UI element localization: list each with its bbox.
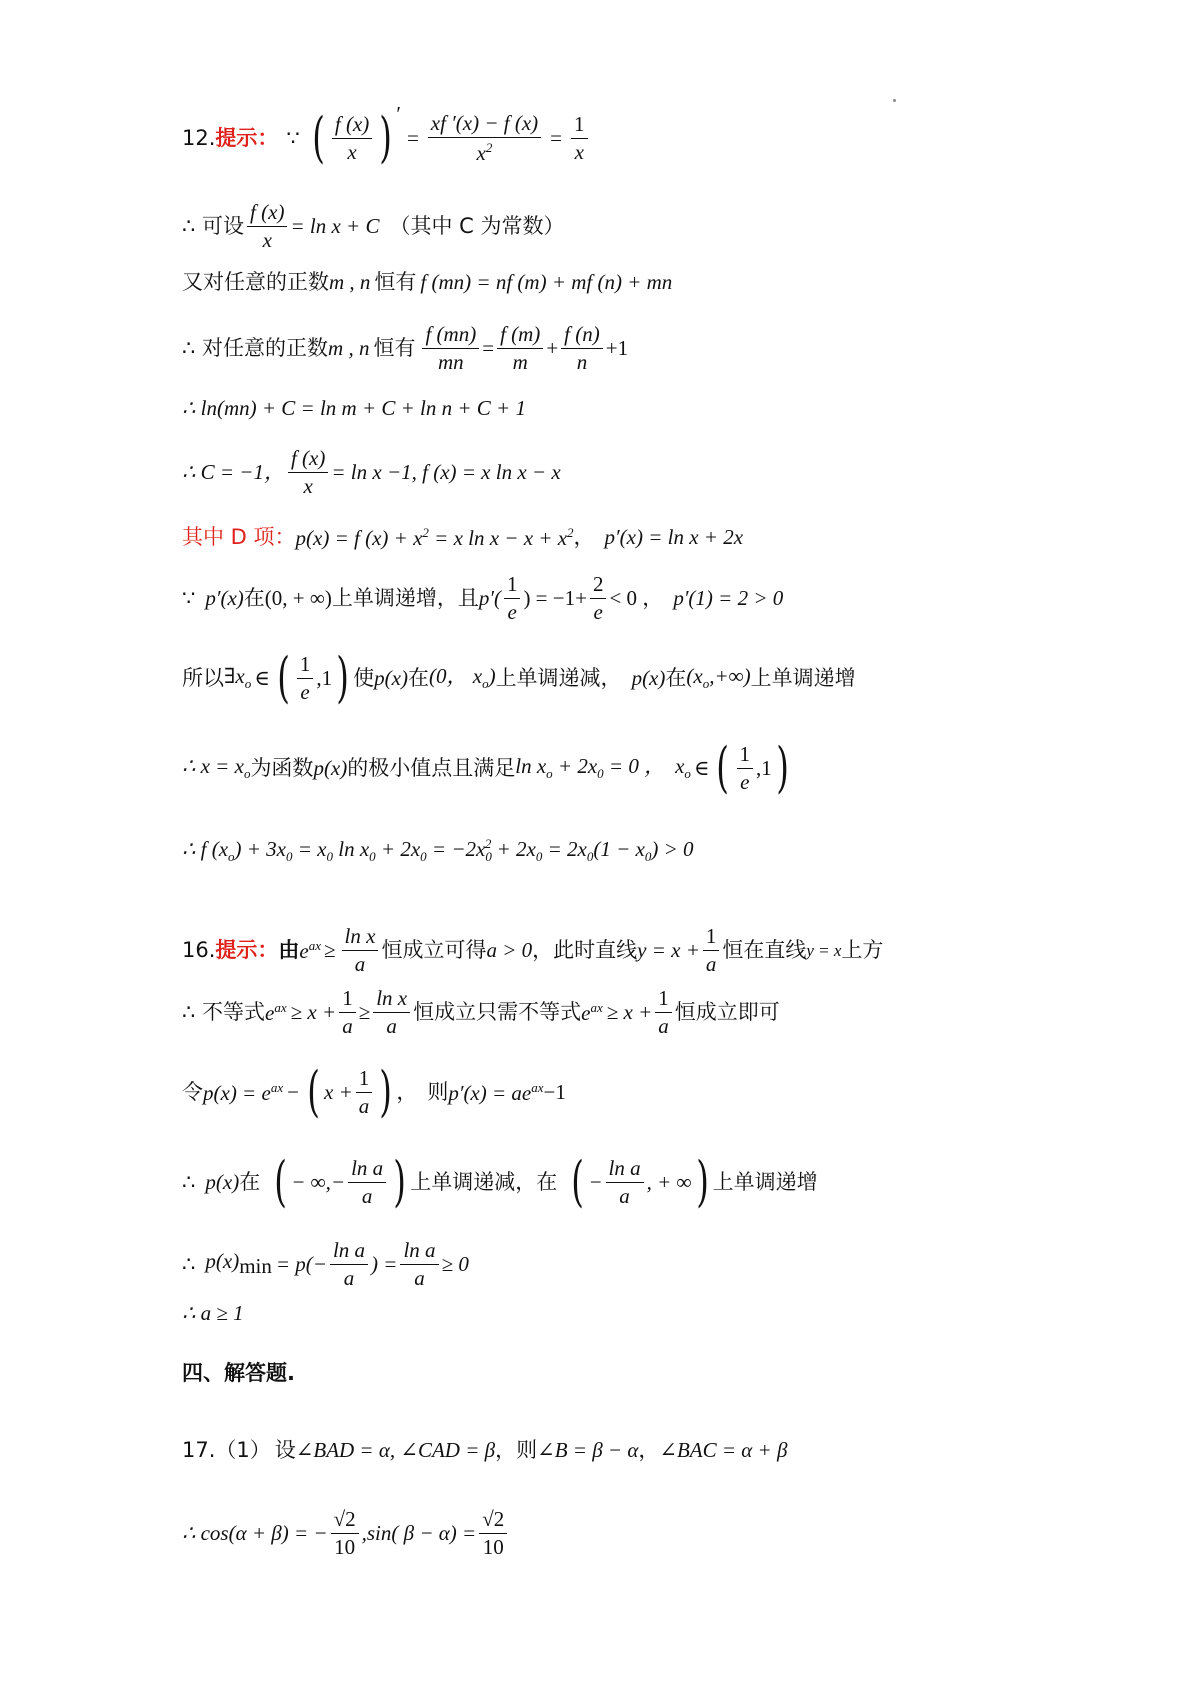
p17-number: 17.（1） xyxy=(182,1437,271,1462)
p12-line4: ∴ 对任意的正数 m , n 恒有 $\frac{f (mn)}{mn}$ = $\frac{f (m)}{m}$ + $\frac{f (n)}{n}$ +1 xyxy=(182,321,629,374)
p16-line2: ∴ 不等式 $e^{ax}$ ≥ x + $\frac{1}{a}$ ≥ $\frac{\text{ln x}}{a}$ 恒成立只需不等式 $e^{ax}$ ≥ x + $\frac{1}{a}$ 恒成立即可 xyxy=(182,985,780,1038)
p12-line9: 所以 $\exists x_o$ ∈ ( $\frac{1}{e}$ ,1 ) 使 p(x) 在 (0， $x_o$) 上单调递减， p(x) 在 $(x_o,+\infty)$ 上单调递增 xyxy=(182,646,856,709)
p12-line2: ∴ 可设 $\frac{f (x)}{x}$ = ln x + C （其中 C 为常数） xyxy=(182,199,565,252)
p16-number: 16. xyxy=(182,937,216,962)
p12-line1: 12. 提示： ∵ ( $\frac{f (x)}{x}$ ) ′ = $\frac{xf '(x) - f (x)}{x^2}$ = $\frac{1}{x}$ xyxy=(182,108,1160,168)
section-title: 四、解答题. xyxy=(182,1360,295,1385)
stray-dot xyxy=(893,99,896,102)
p16-line6: ∴ a ≥ 1 xyxy=(182,1300,244,1325)
p12-line6: ∴ C = −1， $\frac{f (x)}{x}$ = ln x −1, f (x) = x ln x − x xyxy=(182,445,561,498)
p17-line2: ∴ cos(α + β) = − $\frac{√2}{10}$ ,sin( β − α) = $\frac{√2}{10}$ xyxy=(182,1498,1160,1568)
p16-line3: 令 $p(x) = e^{ax}$ − ( x + $\frac{1}{a}$ ) ， 则 $p'(x) = ae^{ax}$ −1 xyxy=(182,1060,566,1123)
p12-hint-label: 提示： xyxy=(215,125,279,150)
p12-line3: 又对任意的正数 m , n 恒有 f (mn) = nf (m) + mf (n) + mn xyxy=(182,269,673,294)
p12-line7: 其中 D 项： p(x) = f $(x) + x^2 = x$ $\ln x - x + x^2$ ， p′(x) = ln x + 2x xyxy=(182,524,744,550)
p16-line4: ∴ p(x) 在 ( − ∞,− $\frac{\text{ln a}}{a}$ ) 上单调递减，在 ( − $\frac{\text{ln a}}{a}$ , + ∞ ) 上单调递增 xyxy=(182,1150,818,1213)
p17-line1: 17.（1） 设 ∠BAD = α, ∠CAD = β ，则 ∠B = β − α ， ∠BAC = α + β xyxy=(182,1437,788,1462)
p12-line5: ∴ ln(mn) + C = ln m + C + ln n + C + 1 xyxy=(182,395,526,420)
p12-line8: ∵ p′(x) 在 (0, + ∞) 上单调递增，且 p′( $\frac{1}{e}$ ) = −1+ $\frac{2}{e}$ < 0 ， p′(1) = 2 > 0 xyxy=(182,571,784,624)
p12-line10: ∴ $x = x_o$ 为函数 p(x) 的极小值点且满足 $\ln x_o + 2x_0 = 0$ ， $x_o$ ∈ ( $\frac{1}{e}$ ,1 ) xyxy=(182,736,789,799)
p16-line1: 16. 提示： 由 $e^{ax}$ ≥ $\frac{\text{ln x}}{a}$ 恒成立可得 a > 0 ，此时直线 y = x + $\frac{1}{a}$ 恒在直线 y = x 上方 xyxy=(182,923,884,976)
p12-line11: ∴ f $(x_o) + 3x_0 = x_0$ $\ln x_0 + 2x_0 = -2x_0^2 + 2x_0 = 2x_0(1 - x_0) > 0$ xyxy=(182,835,694,865)
p12-number: 12. xyxy=(182,125,216,150)
p16-line5: ∴ $p(x)_{min}$ = p(− $\frac{\text{ln a}}{a}$ ) = $\frac{\text{ln a}}{a}$ ≥ 0 xyxy=(182,1237,469,1290)
p16-hint-label: 提示： xyxy=(215,937,279,962)
